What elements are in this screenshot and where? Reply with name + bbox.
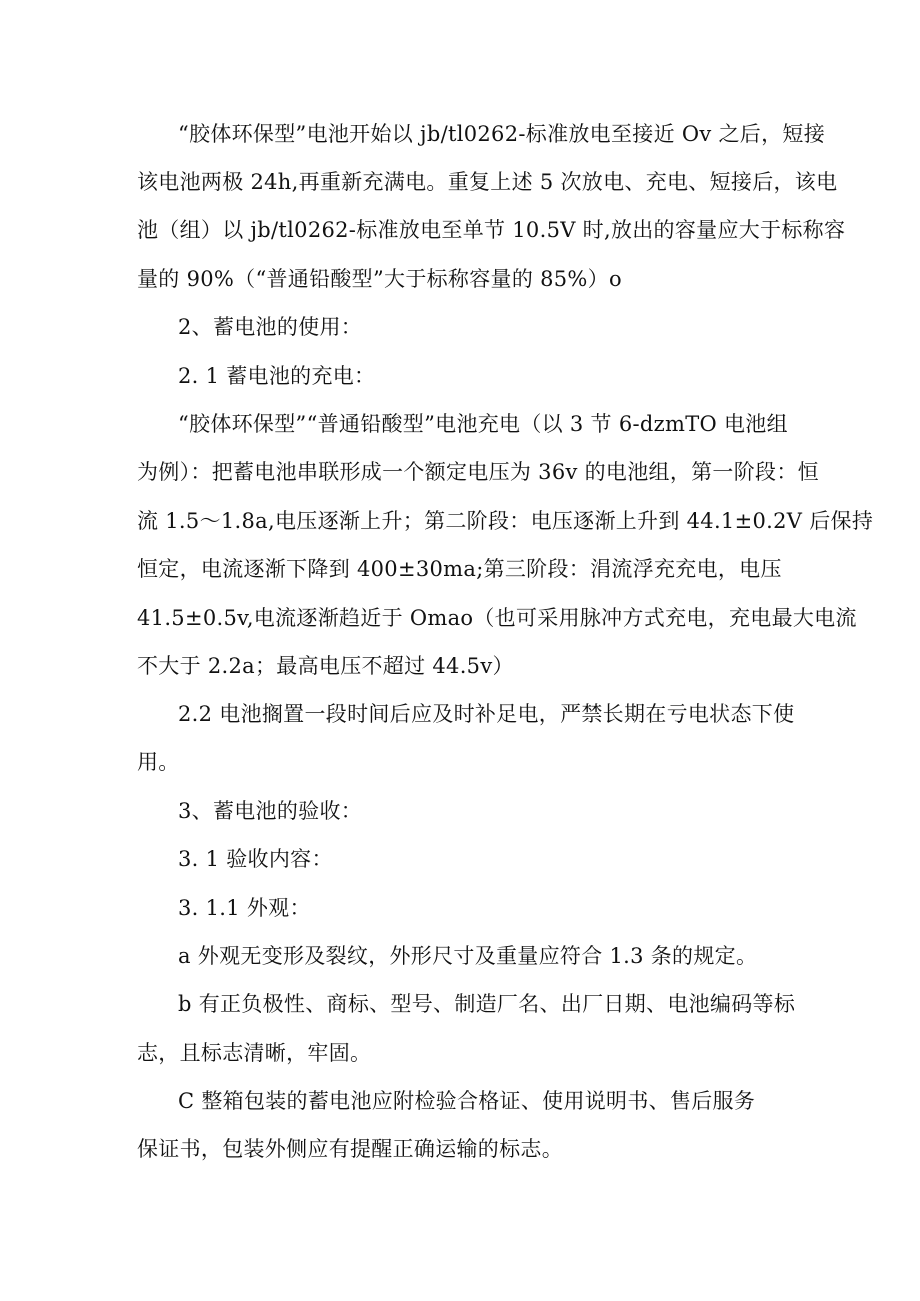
list-item-c-cont: 保证书，包装外侧应有提醒正确运输的标志。 xyxy=(137,1137,563,1161)
paragraph-line-7: 流 1.5～1.8a,电压逐渐上升；第二阶段：电压逐渐上升到 44.1±0.2V 后保持 xyxy=(137,509,874,533)
list-item-b-cont: 志，且标志清晰，牢固。 xyxy=(137,1041,372,1065)
paragraph-line-8: 恒定，电流逐渐下降到 400±30ma;第三阶段：涓流浮充充电，电压 xyxy=(137,557,782,581)
list-item-b: b 有正负极性、商标、型号、制造厂名、出厂日期、电池编码等标 xyxy=(178,992,796,1016)
section-heading-3: 3、蓄电池的验收： xyxy=(178,799,363,823)
paragraph-line-9: 41.5±0.5v,电流逐渐趋近于 Omao（也可采用脉冲方式充电，充电最大电流 xyxy=(137,606,857,630)
subsection-heading-3-1-1: 3. 1.1 外观： xyxy=(178,896,311,920)
paragraph-line-1: “胶体环保型”电池开始以 jb/tl0262-标准放电至接近 Ov 之后，短接 xyxy=(178,122,825,146)
paragraph-line-10: 不大于 2.2a；最高电压不超过 44.5v） xyxy=(137,654,514,678)
paragraph-line-2: 该电池两极 24h,再重新充满电。重复上述 5 次放电、充电、短接后，该电 xyxy=(137,170,838,194)
paragraph-line-3: 池（组）以 jb/tl0262-标准放电至单节 10.5V 时,放出的容量应大于标称容 xyxy=(137,218,846,242)
subsection-heading-2-1: 2. 1 蓄电池的充电： xyxy=(178,364,376,388)
section-heading-2: 2、蓄电池的使用： xyxy=(178,315,363,339)
list-item-c: C 整箱包装的蓄电池应附检验合格证、使用说明书、售后服务 xyxy=(178,1089,756,1113)
paragraph-line-11: 2.2 电池搁置一段时间后应及时补足电，严禁长期在亏电状态下使 xyxy=(178,702,795,726)
paragraph-line-12: 用。 xyxy=(137,750,180,774)
subsection-heading-3-1: 3. 1 验收内容： xyxy=(178,847,333,871)
list-item-a: a 外观无变形及裂纹，外形尺寸及重量应符合 1.3 条的规定。 xyxy=(178,944,758,968)
paragraph-line-4: 量的 90%（“普通铅酸型”大于标称容量的 85%）o xyxy=(137,267,622,291)
paragraph-line-6: 为例）：把蓄电池串联形成一个额定电压为 36v 的电池组，第一阶段：恒 xyxy=(137,460,819,484)
paragraph-line-5: “胶体环保型”“普通铅酸型”电池充电（以 3 节 6-dzmTO 电池组 xyxy=(178,412,788,436)
